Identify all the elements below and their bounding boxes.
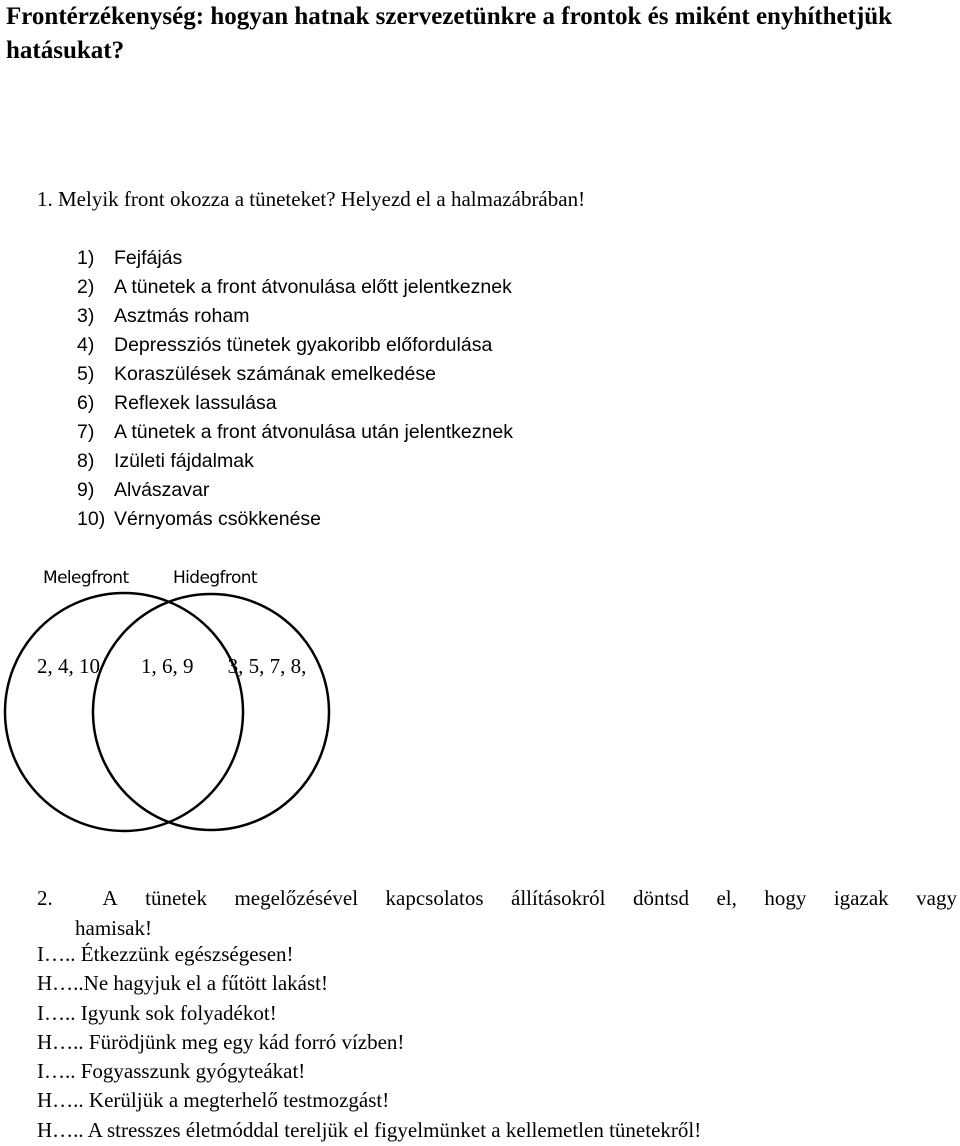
- item-text: A tünetek a front átvonulása előtt jelentkeznek: [114, 276, 512, 298]
- item-text: Fejfájás: [114, 247, 183, 269]
- item-text: Depressziós tünetek gyakoribb előfordulása: [114, 334, 493, 356]
- item-text: Alvászavar: [114, 479, 210, 501]
- list-item: [77, 244, 513, 273]
- question-2-word: A: [102, 886, 118, 910]
- venn-diagram: [0, 560, 340, 860]
- question-2-number: 2.: [37, 886, 53, 910]
- cold-front-label: Hidegfront: [173, 568, 257, 588]
- item-text: Asztmás roham: [114, 305, 250, 327]
- item-number: 8): [77, 450, 95, 472]
- statement-item: H…..Ne hagyjuk el a fűtött lakást!: [37, 971, 329, 996]
- symptom-list: [77, 244, 513, 534]
- item-number: 3): [77, 305, 95, 327]
- question-2-word: igazak: [833, 886, 889, 910]
- item-number: 2): [77, 276, 95, 298]
- item-text: Izületi fájdalmak: [114, 450, 254, 472]
- item-text: Koraszülések számának emelkedése: [114, 363, 436, 385]
- item-number: 7): [77, 421, 95, 443]
- item-text: Vérnyomás csökkenése: [114, 508, 322, 530]
- list-item: [77, 476, 513, 505]
- list-item: [77, 505, 513, 534]
- item-number: 6): [77, 392, 95, 414]
- item-text: A tünetek a front átvonulása után jelentkeznek: [114, 421, 513, 443]
- cold-only-values: 3, 5, 7, 8,: [227, 654, 307, 678]
- item-number: 9): [77, 479, 95, 501]
- question-2-continuation: hamisak!: [75, 916, 152, 940]
- question-2-line: [37, 883, 957, 913]
- warm-front-circle: [5, 593, 243, 831]
- question-2-word: tünetek: [145, 886, 207, 910]
- statement-item: H….. Fürödjünk meg egy kád forró vízben!: [37, 1029, 405, 1054]
- question-2-word: vagy: [916, 886, 957, 910]
- statement-item: H….. Kerüljük a megterhelő testmozgást!: [37, 1088, 390, 1113]
- list-item: [77, 389, 513, 418]
- list-item: [77, 360, 513, 389]
- item-number: 1): [77, 247, 95, 269]
- list-item: [77, 273, 513, 302]
- statement-list: [37, 940, 701, 1145]
- page-title: Frontérzékenység: hogyan hatnak szervezetünkre a frontok és miként enyhíthetjük hatásukat?: [6, 3, 893, 64]
- list-item: [77, 302, 513, 331]
- statement-item: H….. A stresszes életmóddal tereljük el figyelmünket a kellemetlen tünetekről!: [37, 1117, 702, 1142]
- item-number: 5): [77, 363, 95, 385]
- question-2-word: kapcsolatos: [385, 886, 484, 910]
- venn-circles: [0, 560, 340, 860]
- list-item: [77, 447, 513, 476]
- item-number: 10): [77, 508, 106, 530]
- warm-front-label: Melegfront: [43, 568, 129, 588]
- item-text: Reflexek lassulása: [114, 392, 277, 414]
- question-2-word: döntsd: [632, 886, 689, 910]
- list-item: [77, 418, 513, 447]
- question-2-word: hogy: [764, 886, 807, 910]
- question-2-word: el,: [716, 886, 737, 910]
- intersection-values: 1, 6, 9: [141, 654, 194, 678]
- question-1: 1. Melyik front okozza a tüneteket? Helyezd el a halmazábrában!: [37, 187, 586, 211]
- statement-item: I….. Fogyasszunk gyógyteákat!: [37, 1059, 306, 1084]
- list-item: [77, 331, 513, 360]
- question-2-word: megelőzésével: [234, 886, 359, 910]
- question-2-word: állításokról: [511, 886, 606, 910]
- warm-only-values: 2, 4, 10: [37, 654, 100, 678]
- item-number: 4): [77, 334, 95, 356]
- question-2: [37, 883, 957, 943]
- statement-item: I….. Igyunk sok folyadékot!: [37, 1000, 277, 1025]
- statement-item: I….. Étkezzünk egészségesen!: [37, 942, 294, 966]
